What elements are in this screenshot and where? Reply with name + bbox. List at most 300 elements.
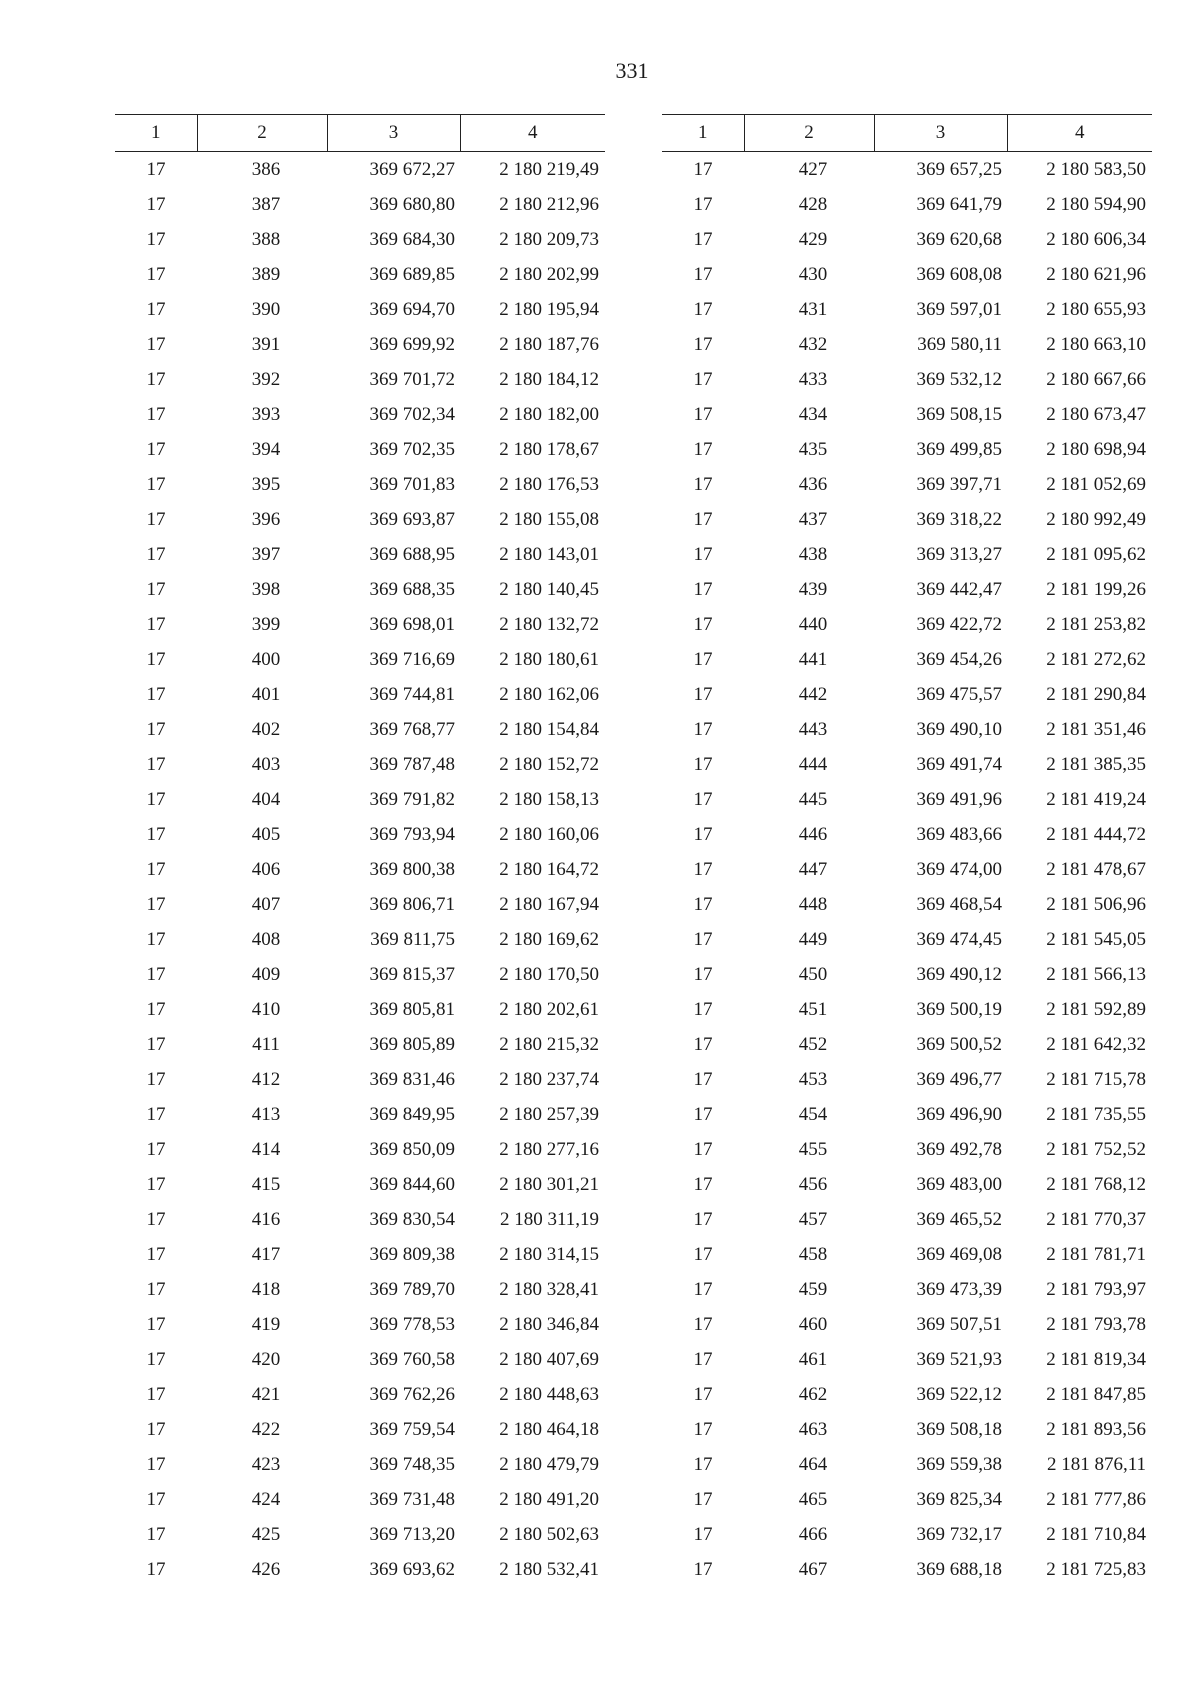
cell-col-4: 2 180 301,21 — [499, 1173, 599, 1195]
cell-col-3: 369 793,94 — [369, 823, 455, 845]
cell-col-4: 2 180 164,72 — [499, 858, 599, 880]
cell-col-2: 414 — [251, 1138, 281, 1160]
cell-col-2: 417 — [251, 1243, 281, 1265]
cell-col-2: 424 — [251, 1488, 281, 1510]
table-row — [662, 1097, 1152, 1132]
table-row — [662, 1237, 1152, 1272]
cell-col-2: 408 — [251, 928, 281, 950]
cell-col-2: 413 — [251, 1103, 281, 1125]
cell-col-3: 369 508,18 — [916, 1418, 1002, 1440]
table-row — [115, 1167, 605, 1202]
table-row — [662, 292, 1152, 327]
cell-col-3: 369 811,75 — [370, 928, 455, 950]
cell-col-3: 369 831,46 — [369, 1068, 455, 1090]
cell-col-1: 17 — [146, 1383, 166, 1405]
cell-col-2: 448 — [798, 893, 828, 915]
cell-col-3: 369 849,95 — [369, 1103, 455, 1125]
cell-col-1: 17 — [146, 718, 166, 740]
cell-col-3: 369 787,48 — [369, 753, 455, 775]
cell-col-2: 431 — [798, 298, 828, 320]
table-row — [115, 642, 605, 677]
cell-col-4: 2 181 710,84 — [1046, 1523, 1146, 1545]
table-row — [115, 222, 605, 257]
table-row — [115, 1482, 605, 1517]
table-row — [115, 747, 605, 782]
cell-col-2: 437 — [798, 508, 828, 530]
cell-col-4: 2 180 257,39 — [499, 1103, 599, 1125]
cell-col-1: 17 — [693, 1453, 713, 1475]
cell-col-3: 369 778,53 — [369, 1313, 455, 1335]
cell-col-1: 17 — [146, 508, 166, 530]
cell-col-3: 369 500,19 — [916, 998, 1002, 1020]
cell-col-3: 369 597,01 — [916, 298, 1002, 320]
cell-col-3: 369 507,51 — [916, 1313, 1002, 1335]
cell-col-1: 17 — [693, 298, 713, 320]
column-header: 2 — [744, 115, 874, 152]
cell-col-1: 17 — [146, 1313, 166, 1335]
cell-col-3: 369 815,37 — [369, 963, 455, 985]
cell-col-4: 2 181 478,67 — [1046, 858, 1146, 880]
cell-col-2: 443 — [798, 718, 828, 740]
cell-col-3: 369 744,81 — [369, 683, 455, 705]
cell-col-2: 389 — [251, 263, 281, 285]
cell-col-2: 454 — [798, 1103, 828, 1125]
table-row — [662, 852, 1152, 887]
cell-col-3: 369 499,85 — [916, 438, 1002, 460]
cell-col-1: 17 — [146, 858, 166, 880]
cell-col-3: 369 490,10 — [916, 718, 1002, 740]
cell-col-4: 2 180 202,61 — [499, 998, 599, 1020]
cell-col-1: 17 — [693, 228, 713, 250]
table-row — [115, 1062, 605, 1097]
cell-col-3: 369 688,18 — [916, 1558, 1002, 1580]
table-row — [115, 1307, 605, 1342]
cell-col-2: 411 — [252, 1033, 280, 1055]
cell-col-2: 452 — [798, 1033, 828, 1055]
cell-col-1: 17 — [146, 543, 166, 565]
cell-col-2: 455 — [798, 1138, 828, 1160]
cell-col-3: 369 805,89 — [369, 1033, 455, 1055]
cell-col-3: 369 474,00 — [916, 858, 1002, 880]
cell-col-3: 369 491,74 — [916, 753, 1002, 775]
cell-col-3: 369 469,08 — [916, 1243, 1002, 1265]
cell-col-2: 450 — [798, 963, 828, 985]
cell-col-3: 369 713,20 — [369, 1523, 455, 1545]
cell-col-2: 442 — [798, 683, 828, 705]
cell-col-1: 17 — [146, 998, 166, 1020]
cell-col-2: 386 — [251, 158, 281, 180]
cell-col-4: 2 180 184,12 — [499, 368, 599, 390]
cell-col-4: 2 180 176,53 — [499, 473, 599, 495]
table-row — [662, 817, 1152, 852]
table-row — [662, 572, 1152, 607]
table-row — [115, 1272, 605, 1307]
cell-col-1: 17 — [693, 473, 713, 495]
cell-col-1: 17 — [693, 613, 713, 635]
cell-col-4: 2 180 212,96 — [499, 193, 599, 215]
cell-col-3: 369 521,93 — [916, 1348, 1002, 1370]
table-row — [115, 1132, 605, 1167]
cell-col-3: 369 680,80 — [369, 193, 455, 215]
cell-col-4: 2 180 655,93 — [1046, 298, 1146, 320]
cell-col-4: 2 181 095,62 — [1046, 543, 1146, 565]
table-row — [115, 467, 605, 502]
cell-col-4: 2 180 132,72 — [499, 613, 599, 635]
cell-col-1: 17 — [693, 263, 713, 285]
cell-col-1: 17 — [693, 438, 713, 460]
cell-col-3: 369 800,38 — [369, 858, 455, 880]
table-row — [662, 1447, 1152, 1482]
cell-col-4: 2 181 290,84 — [1046, 683, 1146, 705]
cell-col-1: 17 — [693, 1208, 713, 1230]
cell-col-4: 2 180 169,62 — [499, 928, 599, 950]
table-row — [662, 1167, 1152, 1202]
cell-col-4: 2 180 491,20 — [499, 1488, 599, 1510]
cell-col-4: 2 180 992,49 — [1046, 508, 1146, 530]
cell-col-3: 369 844,60 — [369, 1173, 455, 1195]
cell-col-2: 460 — [798, 1313, 828, 1335]
cell-col-4: 2 180 143,01 — [499, 543, 599, 565]
table-row — [662, 187, 1152, 222]
cell-col-4: 2 180 311,19 — [499, 1208, 599, 1230]
table-row — [115, 257, 605, 292]
cell-col-4: 2 181 351,46 — [1046, 718, 1146, 740]
cell-col-2: 436 — [798, 473, 828, 495]
cell-col-1: 17 — [693, 753, 713, 775]
cell-col-1: 17 — [146, 578, 166, 600]
cell-col-3: 369 641,79 — [916, 193, 1002, 215]
cell-col-1: 17 — [146, 893, 166, 915]
table-row — [662, 362, 1152, 397]
cell-col-3: 369 483,00 — [916, 1173, 1002, 1195]
cell-col-4: 2 181 752,52 — [1046, 1138, 1146, 1160]
cell-col-2: 466 — [798, 1523, 828, 1545]
cell-col-1: 17 — [146, 1488, 166, 1510]
cell-col-1: 17 — [693, 648, 713, 670]
cell-col-3: 369 702,35 — [369, 438, 455, 460]
table-row — [662, 1517, 1152, 1552]
cell-col-4: 2 180 180,61 — [499, 648, 599, 670]
table-row — [662, 782, 1152, 817]
cell-col-2: 398 — [251, 578, 281, 600]
cell-col-2: 428 — [798, 193, 828, 215]
table-row — [662, 957, 1152, 992]
cell-col-1: 17 — [146, 753, 166, 775]
cell-col-3: 369 806,71 — [369, 893, 455, 915]
cell-col-4: 2 181 793,97 — [1046, 1278, 1146, 1300]
cell-col-1: 17 — [693, 1348, 713, 1370]
table-row — [115, 887, 605, 922]
table-row — [662, 432, 1152, 467]
cell-col-3: 369 508,15 — [916, 403, 1002, 425]
cell-col-4: 2 180 314,15 — [499, 1243, 599, 1265]
cell-col-1: 17 — [693, 1243, 713, 1265]
cell-col-2: 420 — [251, 1348, 281, 1370]
table-row — [115, 1342, 605, 1377]
table-row — [662, 1132, 1152, 1167]
cell-col-3: 369 491,96 — [916, 788, 1002, 810]
column-header: 1 — [662, 115, 744, 152]
cell-col-4: 2 180 219,49 — [499, 158, 599, 180]
cell-col-4: 2 180 663,10 — [1046, 333, 1146, 355]
cell-col-2: 421 — [251, 1383, 281, 1405]
cell-col-1: 17 — [146, 788, 166, 810]
cell-col-1: 17 — [693, 1068, 713, 1090]
cell-col-2: 463 — [798, 1418, 828, 1440]
cell-col-1: 17 — [146, 1558, 166, 1580]
cell-col-2: 429 — [798, 228, 828, 250]
cell-col-2: 423 — [251, 1453, 281, 1475]
cell-col-2: 446 — [798, 823, 828, 845]
cell-col-1: 17 — [693, 1558, 713, 1580]
cell-col-1: 17 — [146, 648, 166, 670]
cell-col-1: 17 — [146, 438, 166, 460]
column-header: 3 — [327, 115, 460, 152]
cell-col-4: 2 181 642,32 — [1046, 1033, 1146, 1055]
table-row — [662, 502, 1152, 537]
cell-col-1: 17 — [146, 823, 166, 845]
cell-col-4: 2 180 202,99 — [499, 263, 599, 285]
cell-col-1: 17 — [146, 963, 166, 985]
cell-col-4: 2 180 162,06 — [499, 683, 599, 705]
table-row — [662, 1377, 1152, 1412]
table-row — [115, 572, 605, 607]
cell-col-3: 369 702,34 — [369, 403, 455, 425]
cell-col-1: 17 — [693, 823, 713, 845]
cell-col-1: 17 — [146, 1103, 166, 1125]
cell-col-2: 394 — [251, 438, 281, 460]
cell-col-3: 369 850,09 — [369, 1138, 455, 1160]
column-header: 2 — [197, 115, 327, 152]
table-row — [115, 1202, 605, 1237]
cell-col-4: 2 181 725,83 — [1046, 1558, 1146, 1580]
cell-col-2: 444 — [798, 753, 828, 775]
cell-col-3: 369 830,54 — [369, 1208, 455, 1230]
cell-col-1: 17 — [146, 1138, 166, 1160]
table-row — [662, 607, 1152, 642]
cell-col-3: 369 689,85 — [369, 263, 455, 285]
cell-col-2: 422 — [251, 1418, 281, 1440]
cell-col-4: 2 180 158,13 — [499, 788, 599, 810]
cell-col-3: 369 688,35 — [369, 578, 455, 600]
cell-col-3: 369 608,08 — [916, 263, 1002, 285]
cell-col-1: 17 — [693, 1418, 713, 1440]
cell-col-3: 369 672,27 — [369, 158, 455, 180]
cell-col-1: 17 — [693, 403, 713, 425]
cell-col-1: 17 — [146, 368, 166, 390]
cell-col-4: 2 180 277,16 — [499, 1138, 599, 1160]
cell-col-3: 369 716,69 — [369, 648, 455, 670]
cell-col-2: 391 — [251, 333, 281, 355]
cell-col-1: 17 — [146, 298, 166, 320]
cell-col-4: 2 181 444,72 — [1046, 823, 1146, 845]
cell-col-3: 369 732,17 — [916, 1523, 1002, 1545]
cell-col-4: 2 181 819,34 — [1046, 1348, 1146, 1370]
table-row — [662, 467, 1152, 502]
cell-col-3: 369 532,12 — [916, 368, 1002, 390]
cell-col-3: 369 580,11 — [917, 333, 1002, 355]
cell-col-3: 369 490,12 — [916, 963, 1002, 985]
cell-col-1: 17 — [693, 543, 713, 565]
cell-col-4: 2 181 052,69 — [1046, 473, 1146, 495]
cell-col-2: 427 — [798, 158, 828, 180]
table-row — [662, 712, 1152, 747]
cell-col-4: 2 181 847,85 — [1046, 1383, 1146, 1405]
cell-col-3: 369 825,34 — [916, 1488, 1002, 1510]
cell-col-2: 426 — [251, 1558, 281, 1580]
cell-col-4: 2 180 673,47 — [1046, 403, 1146, 425]
cell-col-3: 369 500,52 — [916, 1033, 1002, 1055]
cell-col-3: 369 809,38 — [369, 1243, 455, 1265]
cell-col-3: 369 474,45 — [916, 928, 1002, 950]
cell-col-3: 369 522,12 — [916, 1383, 1002, 1405]
cell-col-1: 17 — [693, 1313, 713, 1335]
cell-col-2: 451 — [798, 998, 828, 1020]
cell-col-3: 369 318,22 — [916, 508, 1002, 530]
table-row — [115, 1412, 605, 1447]
table-row — [662, 922, 1152, 957]
cell-col-4: 2 180 606,34 — [1046, 228, 1146, 250]
cell-col-4: 2 181 793,78 — [1046, 1313, 1146, 1335]
cell-col-3: 369 454,26 — [916, 648, 1002, 670]
table-row — [662, 327, 1152, 362]
cell-col-3: 369 762,26 — [369, 1383, 455, 1405]
table-row — [662, 1482, 1152, 1517]
cell-col-1: 17 — [693, 333, 713, 355]
cell-col-3: 369 693,62 — [369, 1558, 455, 1580]
cell-col-3: 369 313,27 — [916, 543, 1002, 565]
cell-col-4: 2 180 448,63 — [499, 1383, 599, 1405]
cell-col-4: 2 180 667,66 — [1046, 368, 1146, 390]
cell-col-4: 2 180 698,94 — [1046, 438, 1146, 460]
cell-col-3: 369 693,87 — [369, 508, 455, 530]
cell-col-2: 459 — [798, 1278, 828, 1300]
cell-col-1: 17 — [693, 998, 713, 1020]
table-row — [115, 957, 605, 992]
cell-col-1: 17 — [146, 1453, 166, 1475]
cell-col-1: 17 — [146, 473, 166, 495]
table-row — [115, 152, 605, 188]
cell-col-2: 418 — [251, 1278, 281, 1300]
cell-col-3: 369 789,70 — [369, 1278, 455, 1300]
table-row — [115, 1552, 605, 1587]
cell-col-2: 467 — [798, 1558, 828, 1580]
cell-col-1: 17 — [693, 508, 713, 530]
table-row — [115, 922, 605, 957]
cell-col-3: 369 473,39 — [916, 1278, 1002, 1300]
cell-col-2: 461 — [798, 1348, 828, 1370]
cell-col-1: 17 — [693, 578, 713, 600]
cell-col-1: 17 — [693, 683, 713, 705]
table-row — [662, 152, 1152, 188]
table-row — [115, 432, 605, 467]
cell-col-1: 17 — [693, 1523, 713, 1545]
cell-col-4: 2 180 502,63 — [499, 1523, 599, 1545]
cell-col-4: 2 180 187,76 — [499, 333, 599, 355]
cell-col-2: 456 — [798, 1173, 828, 1195]
cell-col-1: 17 — [146, 193, 166, 215]
table-row — [662, 1307, 1152, 1342]
cell-col-2: 465 — [798, 1488, 828, 1510]
table-row — [662, 222, 1152, 257]
cell-col-4: 2 180 140,45 — [499, 578, 599, 600]
cell-col-4: 2 181 385,35 — [1046, 753, 1146, 775]
cell-col-2: 412 — [251, 1068, 281, 1090]
cell-col-2: 433 — [798, 368, 828, 390]
cell-col-2: 464 — [798, 1453, 828, 1475]
table-row — [662, 397, 1152, 432]
cell-col-1: 17 — [693, 1103, 713, 1125]
table-body — [115, 152, 605, 1588]
table-row — [115, 1027, 605, 1062]
cell-col-4: 2 180 479,79 — [499, 1453, 599, 1475]
cell-col-1: 17 — [146, 1523, 166, 1545]
cell-col-4: 2 180 215,32 — [499, 1033, 599, 1055]
cell-col-2: 430 — [798, 263, 828, 285]
cell-col-4: 2 180 346,84 — [499, 1313, 599, 1335]
cell-col-2: 407 — [251, 893, 281, 915]
column-header: 4 — [460, 115, 605, 152]
table-row — [115, 327, 605, 362]
cell-col-4: 2 181 768,12 — [1046, 1173, 1146, 1195]
cell-col-4: 2 180 154,84 — [499, 718, 599, 740]
cell-col-4: 2 181 506,96 — [1046, 893, 1146, 915]
cell-col-1: 17 — [146, 263, 166, 285]
table-row — [115, 852, 605, 887]
table-row — [662, 537, 1152, 572]
table-row — [115, 362, 605, 397]
cell-col-4: 2 180 237,74 — [499, 1068, 599, 1090]
cell-col-4: 2 180 583,50 — [1046, 158, 1146, 180]
cell-col-3: 369 397,71 — [916, 473, 1002, 495]
cell-col-3: 369 492,78 — [916, 1138, 1002, 1160]
cell-col-3: 369 475,57 — [916, 683, 1002, 705]
table-row — [662, 747, 1152, 782]
cell-col-4: 2 181 545,05 — [1046, 928, 1146, 950]
cell-col-3: 369 422,72 — [916, 613, 1002, 635]
coordinates-table-right — [662, 114, 1152, 1587]
table-row — [115, 1377, 605, 1412]
cell-col-2: 435 — [798, 438, 828, 460]
cell-col-2: 445 — [798, 788, 828, 810]
cell-col-3: 369 701,83 — [369, 473, 455, 495]
cell-col-1: 17 — [146, 1033, 166, 1055]
cell-col-1: 17 — [693, 1488, 713, 1510]
table-body — [662, 152, 1152, 1588]
cell-col-2: 415 — [251, 1173, 281, 1195]
cell-col-3: 369 791,82 — [369, 788, 455, 810]
cell-col-2: 453 — [798, 1068, 828, 1090]
cell-col-3: 369 760,58 — [369, 1348, 455, 1370]
cell-col-2: 388 — [251, 228, 281, 250]
cell-col-2: 399 — [251, 613, 281, 635]
cell-col-2: 390 — [251, 298, 281, 320]
cell-col-1: 17 — [693, 193, 713, 215]
cell-col-3: 369 759,54 — [369, 1418, 455, 1440]
cell-col-2: 440 — [798, 613, 828, 635]
table-row — [115, 992, 605, 1027]
cell-col-1: 17 — [146, 1348, 166, 1370]
cell-col-3: 369 465,52 — [916, 1208, 1002, 1230]
column-header: 4 — [1007, 115, 1152, 152]
cell-col-4: 2 181 715,78 — [1046, 1068, 1146, 1090]
cell-col-4: 2 180 328,41 — [499, 1278, 599, 1300]
cell-col-1: 17 — [146, 1278, 166, 1300]
cell-col-2: 410 — [251, 998, 281, 1020]
cell-col-2: 396 — [251, 508, 281, 530]
cell-col-3: 369 731,48 — [369, 1488, 455, 1510]
table-row — [115, 1517, 605, 1552]
